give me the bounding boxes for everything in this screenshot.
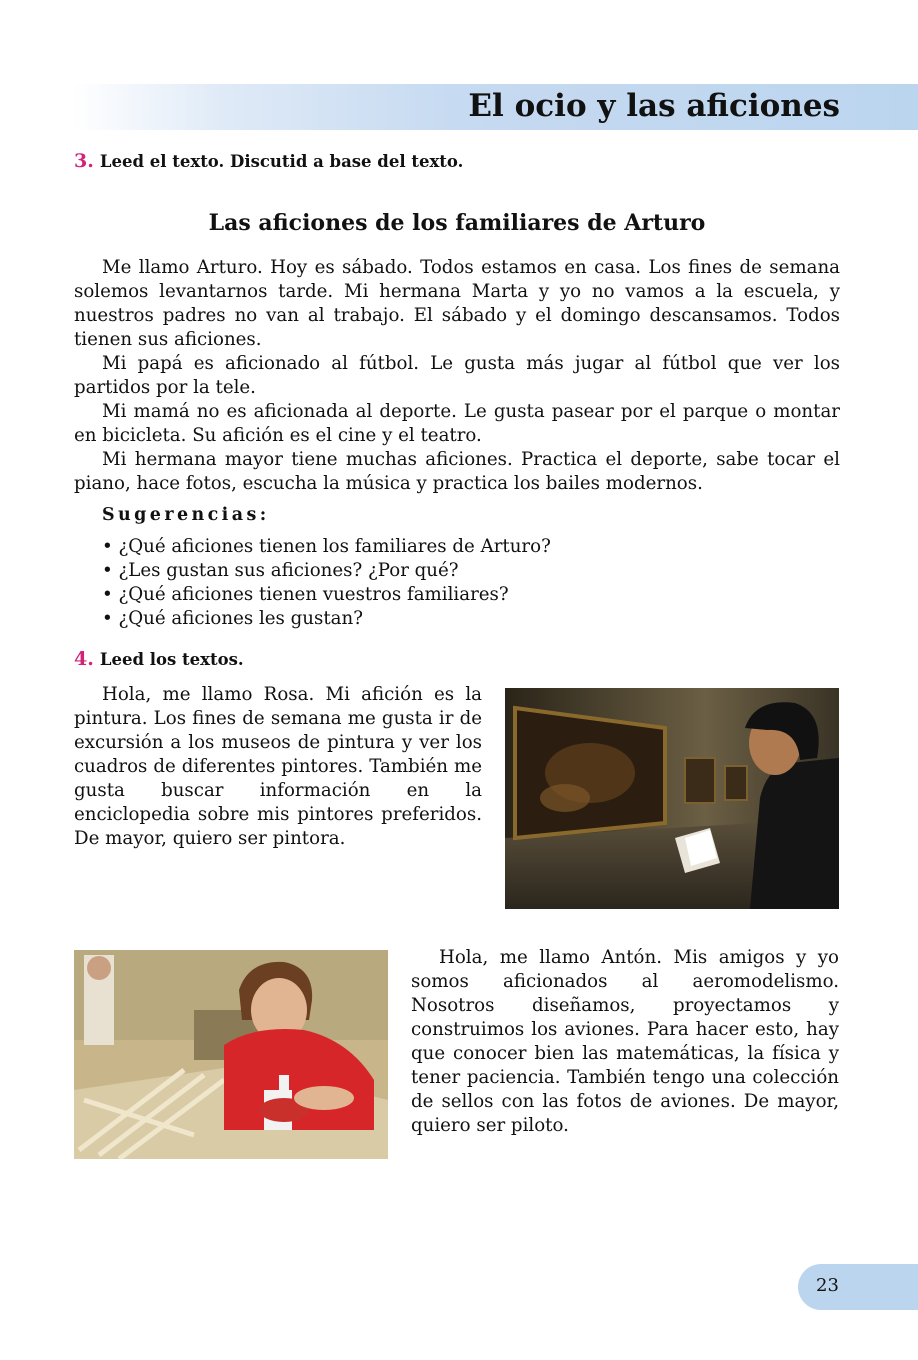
article-paragraph-4: Mi hermana mayor tiene muchas aficiones. Practica el deporte, sabe tocar el piano, hace fotos, escucha la música y practica los bailes modernos. xyxy=(74,449,840,494)
task-4-instruction: Leed los textos. xyxy=(99,650,244,669)
rosa-text: Hola, me llamo Rosa. Mi afición es la pintura. Los fines de semana me gusta ir de excursión a los museos de pintura y ver los cuadros de diferentes pintores. También me gusta buscar información en la enciclopedia sobre mis pintores preferidos. De mayor, quiero ser pintora. xyxy=(74,684,482,849)
suggestion-item: • ¿Qué aficiones les gustan? xyxy=(102,607,551,631)
task-3 xyxy=(74,150,463,172)
article-paragraph-2: Mi papá es aficionado al fútbol. Le gusta más jugar al fútbol que ver los partidos por la tele. xyxy=(74,353,840,398)
suggestion-item: • ¿Les gustan sus aficiones? ¿Por qué? xyxy=(102,559,551,583)
article-paragraph-3: Mi mamá no es aficionada al deporte. Le gusta pasear por el parque o montar en bicicleta. Su afición es el cine y el teatro. xyxy=(74,401,840,446)
chapter-title: El ocio y las aficiones xyxy=(468,88,840,124)
article-title: Las aficiones de los familiares de Arturo xyxy=(208,210,706,236)
suggestions-list xyxy=(102,535,551,631)
task-3-number: 3. xyxy=(74,150,94,172)
task-4 xyxy=(74,648,244,670)
suggestions-label: Sugerencias: xyxy=(102,505,270,525)
page-number: 23 xyxy=(816,1275,839,1296)
aeromodelling-photo xyxy=(74,950,388,1159)
article-paragraph-1: Me llamo Arturo. Hoy es sábado. Todos estamos en casa. Los fines de semana solemos levantarnos tarde. Mi hermana Marta y yo no vamos a la escuela, y nuestros padres no van al trabajo. El sábado y el domingo descansamos. Todos tienen sus aficiones. xyxy=(74,257,840,350)
museum-photo xyxy=(505,688,839,909)
suggestion-item: • ¿Qué aficiones tienen los familiares de Arturo? xyxy=(102,535,551,559)
task-4-number: 4. xyxy=(74,648,94,670)
anton-text: Hola, me llamo Antón. Mis amigos y yo somos aficionados al aeromodelismo. Nosotros diseñamos, proyectamos y construimos los aviones. Para hacer esto, hay que conocer bien las matemáticas, la física y tener paciencia. También tengo una colección de sellos con las fotos de aviones. De mayor, quiero ser piloto. xyxy=(411,947,839,1136)
suggestion-item: • ¿Qué aficiones tienen vuestros familiares? xyxy=(102,583,551,607)
task-3-instruction: Leed el texto. Discutid a base del texto. xyxy=(99,152,464,171)
